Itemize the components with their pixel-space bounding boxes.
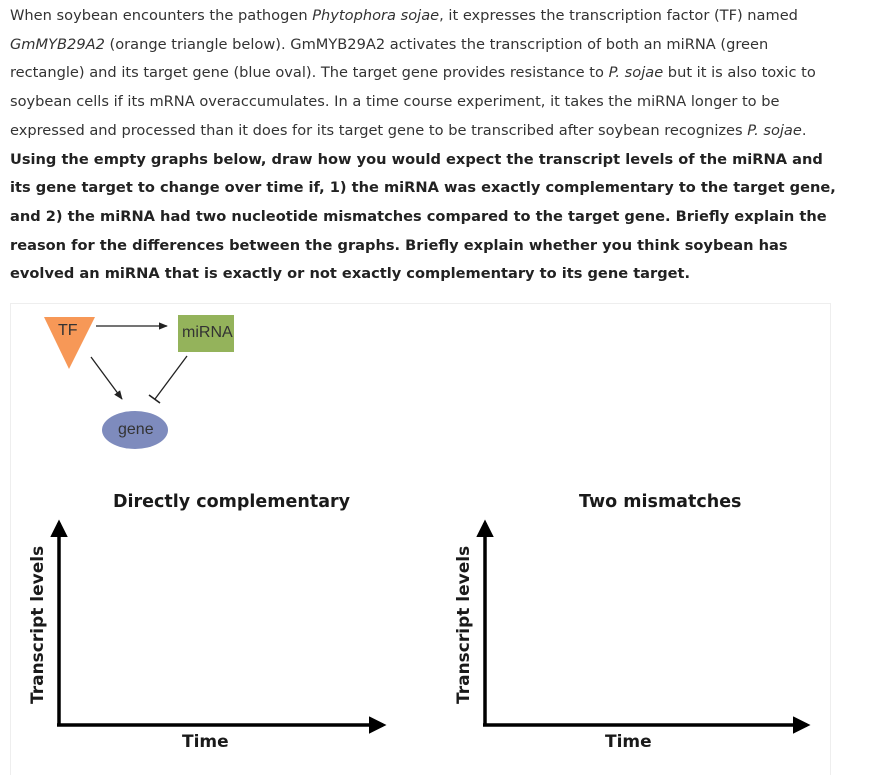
pathogen-name: Phytophora sojae (312, 7, 440, 24)
graph2-y-axis-label: Transcript levels (454, 545, 474, 704)
question-text-part-5: . (801, 121, 807, 139)
regulatory-diagram (44, 315, 234, 449)
question-text-part-4: but it is also toxic to soybean cells if its mRNA overaccumulates. In a time course experiment, it takes the miRNA longer to be expressed and processed than it does for its target gene to be transcribed after soybean recognizes (10, 64, 816, 139)
graph2-x-axis-label: Time (605, 732, 652, 752)
graph-directly-complementary (28, 492, 383, 752)
pathogen-short-name-2: P. sojae (747, 121, 802, 139)
pathogen-short-name: P. sojae (608, 64, 664, 82)
mirna-label: miRNA (182, 324, 233, 341)
mirna-represses-gene-line (155, 356, 187, 399)
graph1-y-axis-label: Transcript levels (28, 545, 48, 704)
figure-svg (11, 304, 830, 775)
question-instructions: Using the empty graphs below, draw how you would expect the transcript levels of the miRNA and its gene target to change over time if, 1) the miRNA was exactly complementary to the target gene, and 2) the miRNA had two nucleotide mismatches compared to the target gene. Briefly explain the reason for the differences between the graphs. Briefly explain whether you think soybean has evolved an miRNA that is exactly or not exactly complementary to its gene target. (10, 150, 836, 283)
question-text-part-2: , it expresses the transcription factor (TF) named (439, 7, 798, 24)
figure-panel (10, 303, 831, 775)
tf-gene-name: GmMYB29A2 (10, 35, 105, 53)
question-text-part-1: When soybean encounters the pathogen (10, 7, 313, 24)
tf-label: TF (58, 322, 78, 339)
question-text (10, 2, 845, 289)
graph-title-directly-complementary: Directly complementary (113, 492, 351, 512)
graph-title-two-mismatches: Two mismatches (579, 492, 742, 512)
graph1-x-axis-label: Time (182, 732, 229, 752)
gene-label: gene (118, 421, 154, 438)
repression-bar (149, 395, 160, 403)
question-text-part-3: (orange triangle below). GmMYB29A2 activates the transcription of both an miRNA (green rectangle) and its target gene (blue oval). The target gene provides resistance to (10, 35, 769, 82)
tf-to-gene-arrow (91, 357, 122, 399)
graph-two-mismatches (454, 492, 807, 752)
